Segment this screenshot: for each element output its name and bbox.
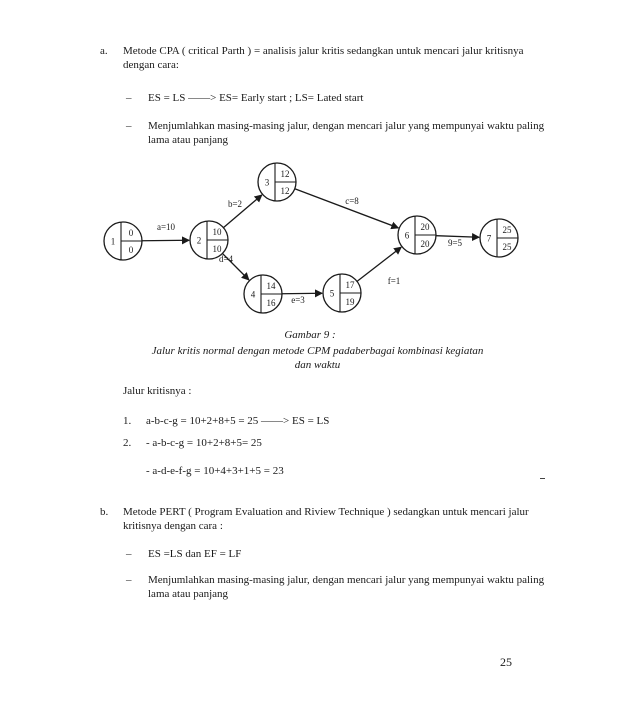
node-es: 17 <box>345 280 355 290</box>
edge-label: c=8 <box>345 196 359 206</box>
edge-4-5 <box>282 293 322 294</box>
edge-label: b=2 <box>227 199 243 209</box>
node-es: 25 <box>502 225 512 235</box>
figure-caption-text: Jalur kritis normal dengan metode CPM padaberbagai kombinasi kegiatan dan waktu <box>151 345 484 371</box>
node-ls: 20 <box>420 239 430 249</box>
scan-mark <box>540 478 545 479</box>
section-b-marker: b. <box>100 506 109 518</box>
node-3 <box>258 163 296 201</box>
edge-label: a=10 <box>156 222 176 232</box>
jalur-item-text: - a-d-e-f-g = 10+4+3+1+5 = 23 <box>146 465 284 477</box>
node-5 <box>323 274 361 312</box>
section-b-bullet-1: ES =LS dan EF = LF <box>148 548 242 560</box>
node-es: 14 <box>266 281 276 291</box>
node-id: 3 <box>264 177 270 188</box>
section-a-text: Metode CPA ( critical Parth ) = analisis jalur kritis sedangkan untuk mencari jalur kritisnya dengan cara: <box>123 45 524 71</box>
node-id: 2 <box>196 235 202 246</box>
node-es: 20 <box>420 222 430 232</box>
node-ls: 10 <box>212 244 222 254</box>
page-number: 25 <box>500 655 512 669</box>
edge-label: e=3 <box>291 295 305 305</box>
bullet-dash: – <box>126 548 132 560</box>
jalur-item-text: a-b-c-g = 10+2+8+5 = 25 ——> ES = LS <box>146 415 330 427</box>
node-ls: 16 <box>266 298 276 308</box>
node-ls: 25 <box>502 242 512 252</box>
node-6 <box>398 216 436 254</box>
node-id: 5 <box>329 288 335 299</box>
node-ls: 19 <box>345 297 355 307</box>
section-b-bullet-2: Menjumlahkan masing-masing jalur, dengan mencari jalur yang mempunyai waktu paling lama atau panjang <box>148 574 545 600</box>
edge-label: d=4 <box>218 254 234 264</box>
jalur-item-number: 2. <box>123 437 132 449</box>
node-id: 1 <box>110 236 116 247</box>
jalur-item-number: 1. <box>123 415 132 427</box>
node-ls: 0 <box>128 245 134 255</box>
node-ls: 12 <box>280 186 290 196</box>
node-es: 10 <box>212 227 222 237</box>
jalur-item-text: - a-b-c-g = 10+2+8+5= 25 <box>146 437 262 449</box>
node-1 <box>104 222 142 260</box>
edge-label: f=1 <box>387 276 401 286</box>
node-id: 7 <box>486 233 492 244</box>
node-es: 0 <box>128 228 134 238</box>
node-2 <box>190 221 228 259</box>
section-a-bullet-2: Menjumlahkan masing-masing jalur, dengan mencari jalur yang mempunyai waktu paling lama atau panjang <box>148 120 545 146</box>
section-b-text: Metode PERT ( Program Evaluation and Riview Technique ) sedangkan untuk mencari jalur kritisnya dengan cara : <box>123 506 529 532</box>
edge-1-2 <box>142 240 189 241</box>
node-id: 6 <box>404 230 410 241</box>
node-4 <box>244 275 282 313</box>
edge-3-6 <box>295 189 399 228</box>
figure-caption-title: Gambar 9 : <box>284 329 336 341</box>
bullet-dash: – <box>126 574 132 586</box>
jalur-heading: Jalur kritisnya : <box>123 385 192 397</box>
node-7 <box>480 219 518 257</box>
edge-label: 9=5 <box>447 238 463 248</box>
bullet-dash: – <box>126 92 132 104</box>
bullet-dash: – <box>126 120 132 132</box>
node-id: 4 <box>250 289 256 300</box>
section-a-bullet-1: ES = LS ——> ES= Early start ; LS= Lated start <box>148 92 364 104</box>
section-a-marker: a. <box>100 45 108 57</box>
node-es: 12 <box>280 169 290 179</box>
